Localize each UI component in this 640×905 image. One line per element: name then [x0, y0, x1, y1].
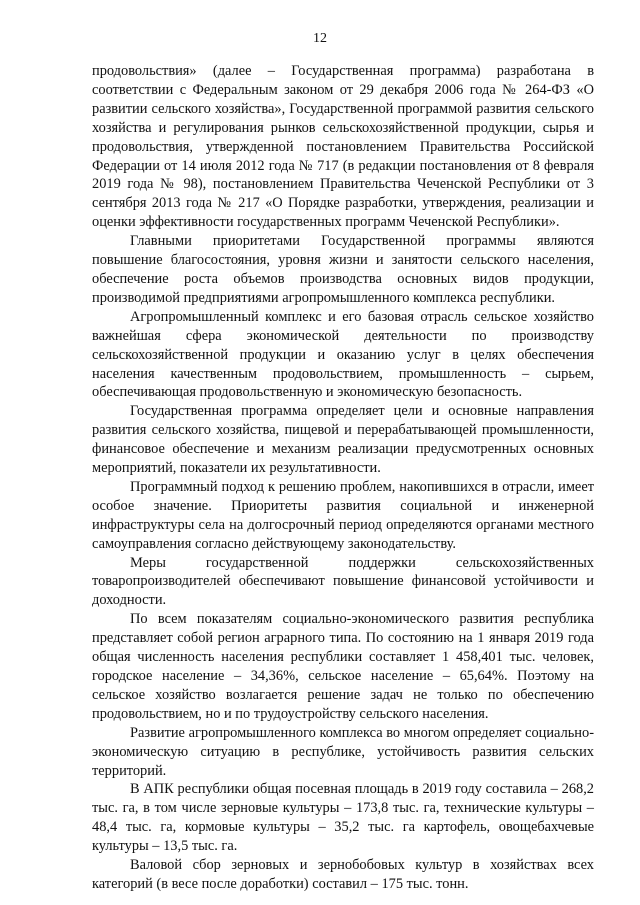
paragraph-grain-harvest: Валовой сбор зерновых и зернобобовых культур в хозяйствах всех категорий (в весе после доработки) составил – 175 тыс. тонн.	[92, 857, 594, 892]
paragraph-state-support: Меры государственной поддержки сельскохозяйственных товаропроизводителей обеспечивают повышение финансовой устойчивости и доходности.	[92, 554, 594, 609]
paragraph-sown-area: В АПК республики общая посевная площадь в 2019 году составила – 268,2 тыс. га, в том числе зерновые культуры – 173,8 тыс. га, технические культуры – 48,4 тыс. га, кормовые культуры – 35,2 тыс. га картофель, овощебахчевые культуры – 13,5 тыс. га.	[92, 781, 594, 855]
paragraph-priorities: Главными приоритетами Государственной программы являются повышение благосостояния, уровня жизни и занятости сельского населения, обеспечение роста объемов производства основных видов продукции, производимой предприятиями агропромышленного комплекса республики.	[92, 233, 594, 306]
paragraph-agro-complex: Агропромышленный комплекс и его базовая отрасль сельское хозяйство важнейшая сфера экономической деятельности по производству сельскохозяйственной продукции и оказанию услуг в целях обеспечения населения качественным продовольствием, промышленность – сырьем, обеспечивающая продовольственную и экономическую безопасность.	[92, 308, 594, 401]
document-body	[92, 62, 594, 894]
paragraph-population: По всем показателям социально-экономического развития республика представляет собой регион аграрного типа. По состоянию на 1 января 2019 года общая численность населения республики составляет 1 458,401 тыс. человек, городское население – 34,36%, сельское население – 65,64%. Поэтому на сельское хозяйство возлагается решение задач не только по обеспечению продовольствием, но и по трудоустройству сельского населения.	[92, 611, 594, 722]
paragraph-program-goals: Государственная программа определяет цели и основные направления развития сельского хозяйства, пищевой и перерабатывающей промышленности, финансовое обеспечение и механизм реализации предусмотренных основных мероприятий, показатели их результативности.	[92, 403, 594, 477]
paragraph-program-basis: продовольствия» (далее – Государственная программа) разработана в соответствии с Федеральным законом от 29 декабря 2006 года № 264-ФЗ «О развитии сельского хозяйства», Государственной программой развития сельского хозяйства и регулирования рынков сельскохозяйственной продукции, сырья и продовольствия, утвержденной постановлением Правительства Российской Федерации от 14 июля 2012 года № 717 (в редакции постановления от 8 февраля 2019 года № 98), постановлением Правительства Чеченской Республики от 3 сентября 2013 года № 217 «О Порядке разработки, утверждения, реализации и оценки эффективности государственных программ Чеченской Республики».	[92, 63, 594, 231]
paragraph-program-approach: Программный подход к решению проблем, накопившихся в отрасли, имеет особое значение. Приоритеты развития социальной и инженерной инфраструктуры села на долгосрочный период определяются органами местного самоуправления согласно действующему законодательству.	[92, 478, 594, 552]
page-number: 12	[313, 31, 327, 46]
paragraph-development: Развитие агропромышленного комплекса во многом определяет социально-экономическую ситуацию в республике, устойчивость развития сельских территорий.	[92, 724, 594, 779]
